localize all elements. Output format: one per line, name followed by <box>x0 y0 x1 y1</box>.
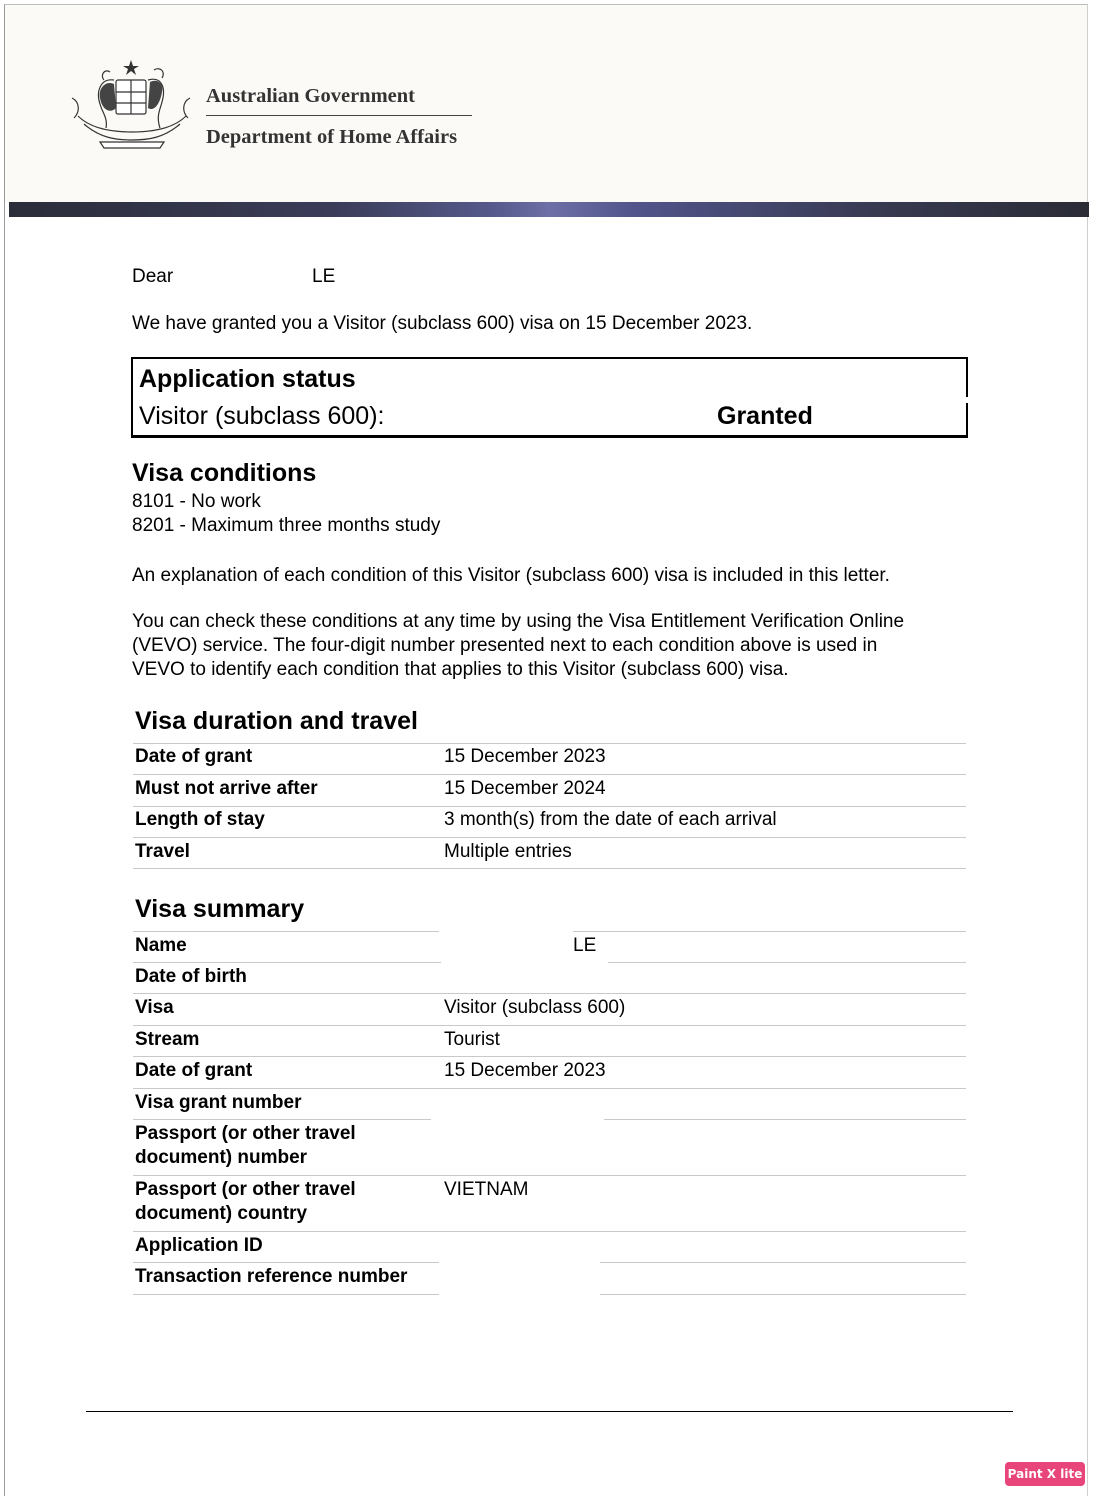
header-banner <box>9 202 1089 217</box>
duration-label: Length of stay <box>135 809 265 830</box>
table-rule <box>133 993 966 994</box>
condition-item: 8201 - Maximum three months study <box>132 515 441 536</box>
status-value: Granted <box>717 402 813 430</box>
summary-label: document) country <box>135 1203 308 1224</box>
summary-label: Passport (or other travel <box>135 1179 356 1200</box>
duration-value: 15 December 2023 <box>444 746 606 767</box>
duration-value: Multiple entries <box>444 841 572 862</box>
recipient-surname: LE <box>312 266 336 287</box>
conditions-heading: Visa conditions <box>132 459 317 487</box>
coat-of-arms-icon <box>70 58 194 154</box>
table-rule <box>133 1262 439 1263</box>
status-label: Visitor (subclass 600): <box>139 402 385 430</box>
table-rule <box>133 1231 966 1232</box>
grant-intro: We have granted you a Visitor (subclass 600) visa on 15 December 2023. <box>132 313 753 334</box>
duration-value: 3 month(s) from the date of each arrival <box>444 809 777 830</box>
summary-label: Date of birth <box>135 966 247 987</box>
summary-value: 15 December 2023 <box>444 1060 606 1081</box>
letterhead-divider <box>206 115 472 116</box>
watermark-badge: Paint X lite <box>1005 1462 1085 1486</box>
summary-label: Passport (or other travel <box>135 1123 356 1144</box>
summary-label: Visa grant number <box>135 1092 302 1113</box>
summary-value: LE <box>573 935 597 956</box>
org-name: Australian Government <box>206 85 415 107</box>
table-rule <box>600 1294 966 1295</box>
summary-value: Visitor (subclass 600) <box>444 997 626 1018</box>
summary-value: Tourist <box>444 1029 500 1050</box>
summary-heading: Visa summary <box>135 895 305 923</box>
application-status-box <box>131 357 968 438</box>
table-rule <box>133 774 966 775</box>
table-rule <box>133 837 966 838</box>
department-name: Department of Home Affairs <box>206 126 458 148</box>
duration-label: Travel <box>135 841 190 862</box>
duration-value: 15 December 2024 <box>444 778 606 799</box>
vevo-text-line: (VEVO) service. The four-digit number presented next to each condition above is used in <box>132 635 878 656</box>
table-rule <box>133 1025 966 1026</box>
summary-label: Stream <box>135 1029 200 1050</box>
table-rule <box>133 868 966 869</box>
salutation: Dear <box>132 266 174 287</box>
summary-label: Visa <box>135 997 174 1018</box>
status-title: Application status <box>139 365 356 393</box>
table-rule <box>133 1088 966 1089</box>
table-rule <box>133 931 439 932</box>
table-rule <box>573 931 966 932</box>
conditions-explanation: An explanation of each condition of this Visitor (subclass 600) visa is included in this letter. <box>132 565 890 586</box>
table-rule <box>133 962 441 963</box>
footer-divider <box>86 1411 1013 1412</box>
table-rule <box>133 1119 431 1120</box>
duration-heading: Visa duration and travel <box>135 707 418 735</box>
table-rule <box>604 1119 966 1120</box>
duration-label: Date of grant <box>135 746 253 767</box>
summary-label: Application ID <box>135 1235 263 1256</box>
summary-label: Name <box>135 935 187 956</box>
vevo-text-line: You can check these conditions at any time by using the Visa Entitlement Verification Online <box>132 611 905 632</box>
summary-label: document) number <box>135 1147 308 1168</box>
vevo-text-line: VEVO to identify each condition that applies to this Visitor (subclass 600) visa. <box>132 659 789 680</box>
table-rule <box>600 1262 966 1263</box>
table-rule <box>608 962 966 963</box>
summary-label: Transaction reference number <box>135 1266 408 1287</box>
table-rule <box>133 806 966 807</box>
table-rule <box>133 1056 966 1057</box>
table-rule <box>133 1175 966 1176</box>
table-rule <box>133 1294 439 1295</box>
table-rule <box>133 743 966 744</box>
duration-label: Must not arrive after <box>135 778 318 799</box>
summary-label: Date of grant <box>135 1060 253 1081</box>
summary-value: VIETNAM <box>444 1179 529 1200</box>
condition-item: 8101 - No work <box>132 491 261 512</box>
